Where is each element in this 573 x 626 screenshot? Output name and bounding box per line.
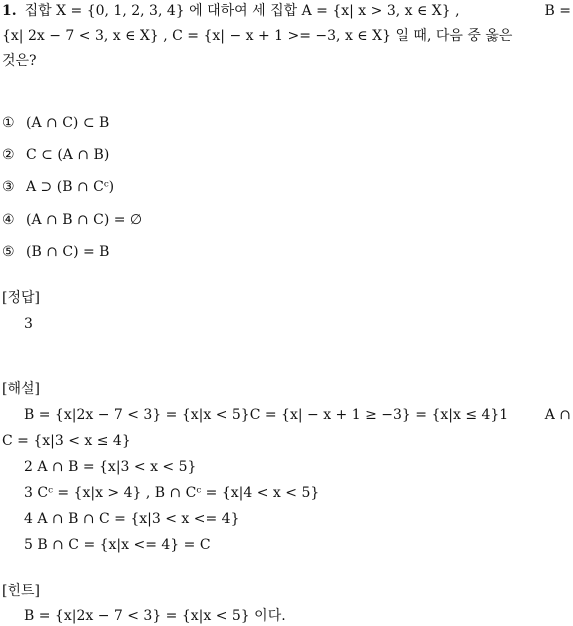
explanation-step-3: 3 Cᶜ = {x|x > 4} , B ∩ Cᶜ = {x|4 < x < 5}	[24, 485, 320, 501]
option-2-text: C ⊂ (A ∩ B)	[26, 147, 110, 163]
answer-value: 3	[24, 316, 33, 332]
explanation-label: [해설]	[2, 381, 40, 397]
option-2-marker: ②	[2, 147, 15, 163]
question-line-2: {x| 2x − 7 < 3, x ∈ X} , C = {x| − x + 1 >= −3, x ∈ X} 일 때, 다음 중 옳은	[2, 28, 513, 44]
option-1-marker: ①	[2, 115, 15, 131]
option-5-marker: ⑤	[2, 244, 15, 260]
explanation-step-4: 4 A ∩ B ∩ C = {x|3 < x <= 4}	[24, 511, 240, 527]
question-text-1a: 집합 X = {0, 1, 2, 3, 4} 에 대하여 세 집합 A = {x| x > 3, x ∈ X} ,	[24, 3, 460, 19]
question-line-3: 것은?	[2, 53, 37, 69]
explanation-step-2: 2 A ∩ B = {x|3 < x < 5}	[24, 459, 197, 475]
option-5	[2, 243, 571, 261]
option-3	[2, 178, 571, 196]
option-4	[2, 211, 571, 229]
option-1	[2, 114, 571, 132]
explanation-step-5: 5 B ∩ C = {x|x <= 4} = C	[24, 537, 211, 553]
hint-text: B = {x|2x − 7 < 3} = {x|x < 5} 이다.	[24, 608, 286, 624]
hint-label: [힌트]	[2, 583, 40, 599]
option-5-text: (B ∩ C) = B	[26, 244, 110, 260]
explanation-text-1a: B = {x|2x − 7 < 3} = {x|x < 5}C = {x| − x + 1 ≥ −3} = {x|x ≤ 4}1	[24, 407, 509, 423]
option-4-text: (A ∩ B ∩ C) = ∅	[26, 212, 143, 228]
question-number: 1.	[2, 3, 17, 19]
explanation-text-1b: A ∩	[544, 407, 571, 423]
question-text-1b: B =	[544, 3, 571, 19]
option-1-text: (A ∩ C) ⊂ B	[26, 115, 110, 131]
answer-label: [정답]	[2, 290, 40, 306]
option-3-text: A ⊃ (B ∩ Cᶜ)	[26, 179, 115, 195]
explanation-line-2: C = {x|3 < x ≤ 4}	[2, 433, 131, 449]
option-2	[2, 146, 571, 164]
question-line-1	[2, 2, 571, 20]
option-4-marker: ④	[2, 212, 15, 228]
option-3-marker: ③	[2, 179, 15, 195]
explanation-line-1	[24, 406, 571, 424]
